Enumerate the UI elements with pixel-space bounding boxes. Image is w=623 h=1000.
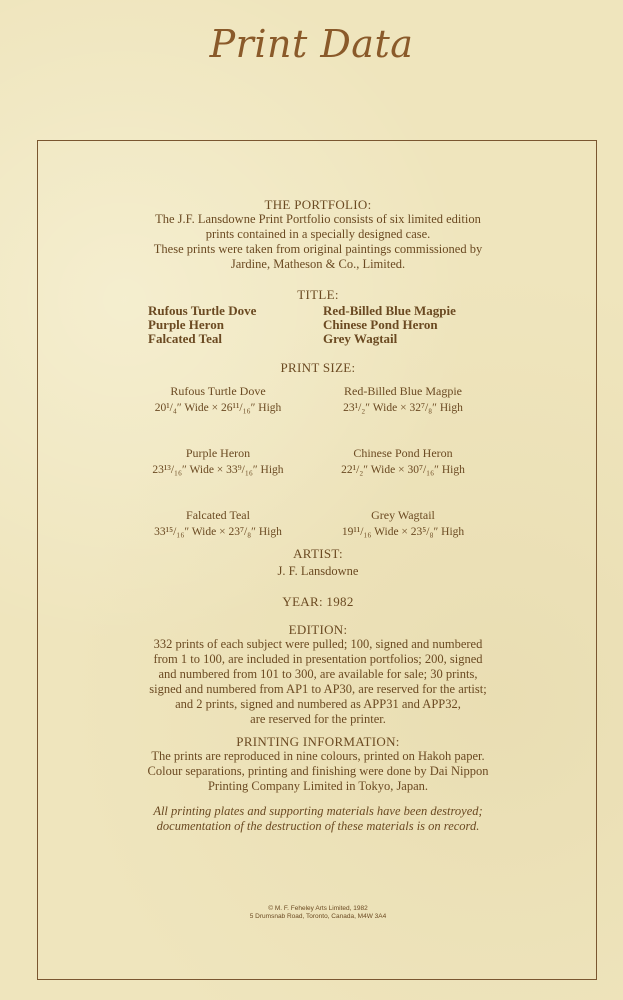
print-size-dims: 22¹/₂″ Wide × 30⁷/₁₆″ High [341, 464, 465, 476]
title-list [148, 304, 508, 346]
edition-line: and 2 prints, signed and numbered as APP31 and APP32, [175, 697, 461, 711]
print-size-item [118, 445, 318, 479]
footer-line: 5 Drumsnab Road, Toronto, Canada, M4W 3A4 [249, 913, 387, 920]
printing-section [38, 734, 598, 834]
printing-note-line: documentation of the destruction of these materials is on record. [156, 819, 480, 833]
artist-section [38, 546, 598, 579]
title-item: Chinese Pond Heron [323, 317, 438, 332]
print-size-dims: 23¹/₂″ Wide × 32⁷/₈″ High [343, 402, 463, 414]
printing-heading: PRINTING INFORMATION: [236, 734, 400, 749]
page-title: Print Data [209, 22, 414, 66]
print-size-heading: PRINT SIZE: [280, 360, 356, 375]
title-item: Falcated Teal [148, 331, 223, 346]
portfolio-heading: THE PORTFOLIO: [264, 197, 372, 212]
print-size-item [303, 383, 503, 417]
edition-line: are reserved for the printer. [250, 712, 386, 726]
printing-line: Printing Company Limited in Tokyo, Japan. [207, 779, 429, 793]
edition-heading: EDITION: [288, 622, 348, 637]
print-size-item [118, 507, 318, 541]
portfolio-section [38, 197, 598, 272]
title-heading: TITLE: [297, 287, 339, 302]
print-size-dims: 33¹⁵/₁₆″ Wide × 23⁷/₈″ High [154, 526, 282, 538]
printing-line: The prints are reproduced in nine colours, printed on Hakoh paper. [151, 749, 485, 763]
title-item: Rufous Turtle Dove [148, 303, 257, 318]
title-item: Purple Heron [148, 317, 224, 332]
edition-line: from 1 to 100, are included in presentation portfolios; 200, signed [153, 652, 483, 666]
year-label: YEAR: 1982 [282, 594, 354, 609]
print-size-dims: 23¹³/₁₆″ Wide × 33⁹/₁₆″ High [152, 464, 284, 476]
edition-line: signed and numbered from AP1 to AP30, are reserved for the artist; [149, 682, 487, 696]
artist-name: J. F. Lansdowne [277, 564, 359, 578]
portfolio-line: The J.F. Lansdowne Print Portfolio consists of six limited edition [155, 212, 481, 226]
document-frame [37, 140, 597, 980]
print-size-name: Purple Heron [185, 446, 251, 460]
printing-note-line: All printing plates and supporting materials have been destroyed; [153, 804, 483, 818]
print-size-item [118, 383, 318, 417]
edition-line: and numbered from 101 to 300, are available for sale; 30 prints, [158, 667, 478, 681]
portfolio-line: These prints were taken from original paintings commissioned by [153, 242, 483, 256]
title-item: Grey Wagtail [323, 331, 398, 346]
portfolio-line: prints contained in a specially designed case. [205, 227, 431, 241]
footer-line: © M. F. Feheley Arts Limited, 1982 [268, 905, 368, 912]
edition-section [38, 622, 598, 727]
print-size-name: Falcated Teal [186, 508, 250, 522]
print-size-name: Grey Wagtail [371, 508, 435, 522]
print-size-name: Red-Billed Blue Magpie [344, 384, 462, 398]
artist-heading: ARTIST: [293, 546, 343, 561]
print-size-name: Rufous Turtle Dove [170, 384, 266, 398]
print-size-item [303, 445, 503, 479]
edition-line: 332 prints of each subject were pulled; 100, signed and numbered [153, 637, 483, 651]
print-size-dims: 19¹¹/₁₆ Wide × 23⁵/₈″ High [341, 526, 465, 538]
copyright-footer [38, 905, 598, 921]
printing-line: Colour separations, printing and finishing were done by Dai Nippon [147, 764, 489, 778]
print-size-dims: 20¹/₄″ Wide × 26¹¹/₁₆″ High [154, 402, 282, 414]
print-size-name: Chinese Pond Heron [353, 446, 453, 460]
title-item: Red-Billed Blue Magpie [323, 303, 456, 318]
portfolio-line: Jardine, Matheson & Co., Limited. [230, 257, 406, 271]
print-size-item [303, 507, 503, 541]
